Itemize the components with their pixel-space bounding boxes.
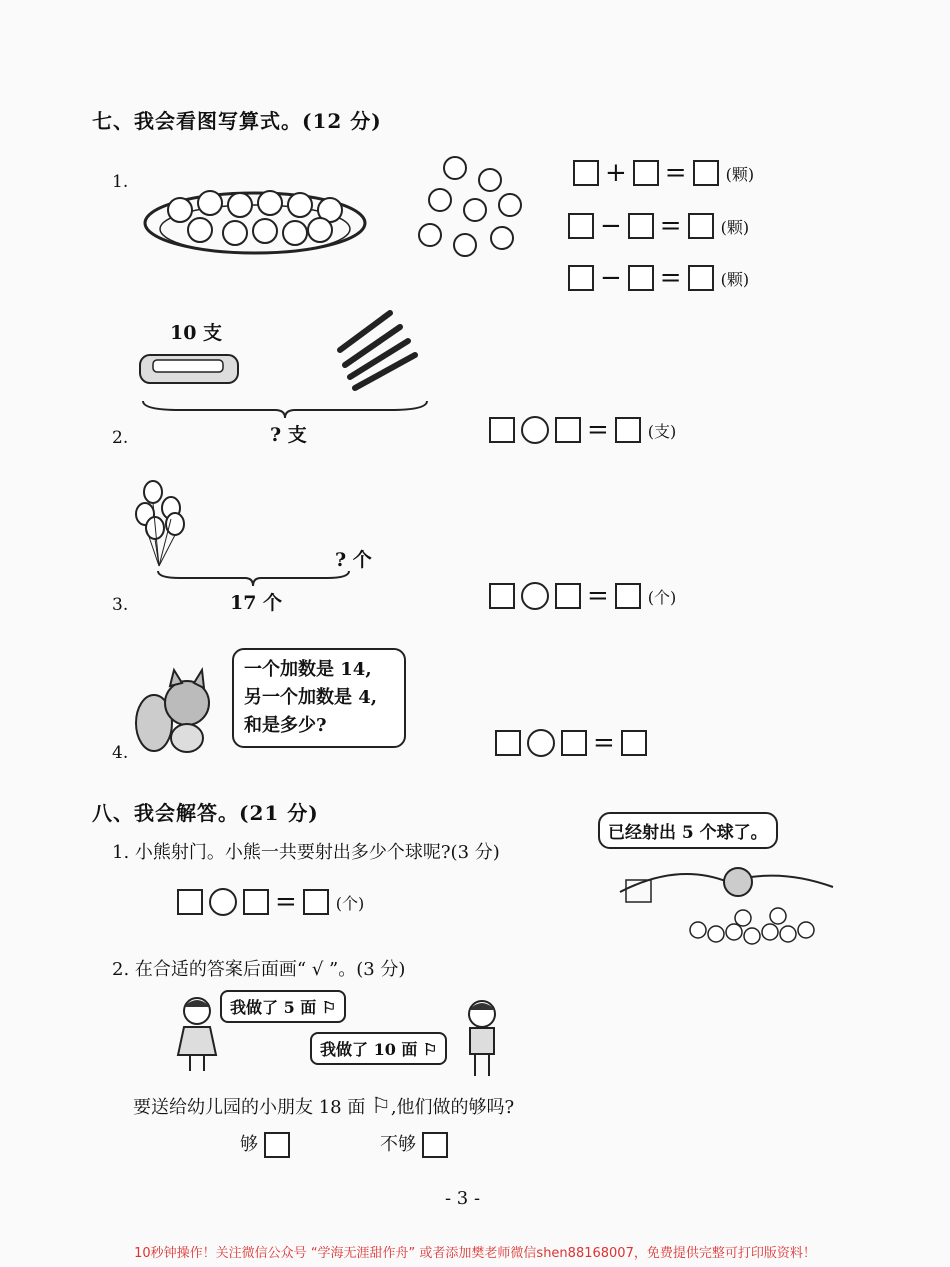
fox-speech-bubble (232, 648, 406, 748)
girl-bubble-text: 我做了 5 面 (230, 998, 317, 1017)
question-2-number: 2. (112, 428, 129, 448)
answer-box[interactable] (555, 583, 581, 609)
candy-plate-illustration (140, 175, 370, 270)
question-4-number: 4. (112, 743, 129, 763)
girl-speech-bubble (220, 990, 346, 1023)
balloons-illustration (133, 478, 193, 573)
footer-note: 10秒钟操作！关注微信公众号 “学海无涯甜作舟” 或者添加樊老师微信shen88168007，免费提供完整可打印版资料！ (134, 1246, 816, 1261)
boy-character-illustration (455, 998, 510, 1078)
unit-label: (颗) (720, 269, 750, 289)
answer-box[interactable] (177, 889, 203, 915)
answer-box[interactable] (615, 417, 641, 443)
question-1-number: 1. (112, 172, 129, 192)
page-number: - 3 - (445, 1188, 481, 1209)
plus-sign: + (605, 158, 627, 188)
flag-icon: ⚐ (371, 1094, 391, 1119)
equation-subtraction-2 (565, 265, 749, 291)
answer-box[interactable] (615, 583, 641, 609)
pencil-count-label: 10 支 (170, 322, 223, 344)
equation-q4 (492, 729, 650, 757)
answer-box[interactable] (693, 160, 719, 186)
section-8-title: 八、我会解答。(21 分) (92, 801, 319, 825)
unit-label: (颗) (725, 164, 755, 184)
operator-circle[interactable] (209, 888, 237, 916)
total-balloons-label: 17 个 (230, 592, 283, 614)
equals-sign: = (587, 581, 609, 611)
answer-box[interactable] (688, 213, 714, 239)
flag-icon: ⚐ (423, 1040, 438, 1059)
brace-total-pencils (140, 398, 430, 420)
bear-speech-bubble: 已经射出 5 个球了。 (598, 812, 778, 849)
equation-q3 (486, 582, 676, 610)
equals-sign: = (659, 263, 682, 293)
answer-box[interactable] (489, 417, 515, 443)
unit-label: (支) (647, 421, 677, 441)
unit-label: (个) (335, 893, 365, 913)
bubble-line: 和是多少? (244, 715, 327, 736)
fox-character-illustration (132, 668, 222, 756)
option-enough (240, 1130, 290, 1158)
equation-q2 (486, 416, 676, 444)
answer-box[interactable] (621, 730, 647, 756)
pencil-case-illustration (135, 345, 245, 390)
flag-icon: ⚐ (321, 998, 337, 1017)
operator-circle[interactable] (521, 582, 549, 610)
equals-sign: = (593, 728, 615, 758)
bear-soccer-illustration (618, 852, 836, 952)
answer-box[interactable] (495, 730, 521, 756)
unit-label: (个) (647, 587, 677, 607)
section-7-title: 七、我会看图写算式。(12 分) (92, 109, 382, 133)
option-label: 不够 (380, 1134, 416, 1155)
answer-box[interactable] (633, 160, 659, 186)
answer-box[interactable] (568, 213, 594, 239)
option-label: 够 (240, 1134, 258, 1155)
prompt-part-1: 要送给幼儿园的小朋友 18 面 (133, 1097, 366, 1118)
question-8-2-prompt (133, 1093, 514, 1119)
total-unknown-label: ? 支 (270, 424, 307, 446)
pencils-illustration (330, 305, 430, 395)
equals-sign: = (659, 211, 682, 241)
check-box[interactable] (264, 1132, 290, 1158)
girl-character-illustration (172, 995, 222, 1073)
equals-sign: = (664, 158, 687, 188)
brace-total-balloons (155, 568, 355, 588)
equation-addition (570, 160, 754, 186)
answer-box[interactable] (561, 730, 587, 756)
minus-sign: − (600, 263, 622, 293)
operator-circle[interactable] (527, 729, 555, 757)
answer-box[interactable] (303, 889, 329, 915)
answer-box[interactable] (628, 213, 654, 239)
answer-box[interactable] (573, 160, 599, 186)
loose-candies-illustration (410, 150, 530, 265)
equation-8-1 (174, 888, 364, 916)
question-3-number: 3. (112, 595, 129, 615)
boy-bubble-text: 我做了 10 面 (320, 1040, 418, 1059)
bubble-line: 另一个加数是 4, (244, 687, 378, 708)
answer-box[interactable] (243, 889, 269, 915)
equation-subtraction-1 (565, 213, 749, 239)
equals-sign: = (275, 887, 297, 917)
equals-sign: = (587, 415, 609, 445)
minus-sign: − (600, 211, 622, 241)
answer-box[interactable] (628, 265, 654, 291)
check-box[interactable] (422, 1132, 448, 1158)
flown-balloons-label: ? 个 (335, 549, 372, 571)
answer-box[interactable] (568, 265, 594, 291)
question-8-1-text: 1. 小熊射门。小熊一共要射出多少个球呢?(3 分) (112, 842, 500, 863)
unit-label: (颗) (720, 217, 750, 237)
question-8-2-text: 2. 在合适的答案后面画“ √ ”。(3 分) (112, 959, 406, 980)
answer-box[interactable] (555, 417, 581, 443)
prompt-part-2: ,他们做的够吗? (390, 1097, 515, 1118)
bubble-line: 一个加数是 14, (244, 659, 372, 680)
option-not-enough (380, 1130, 448, 1158)
operator-circle[interactable] (521, 416, 549, 444)
answer-box[interactable] (489, 583, 515, 609)
answer-box[interactable] (688, 265, 714, 291)
boy-speech-bubble (310, 1032, 447, 1065)
